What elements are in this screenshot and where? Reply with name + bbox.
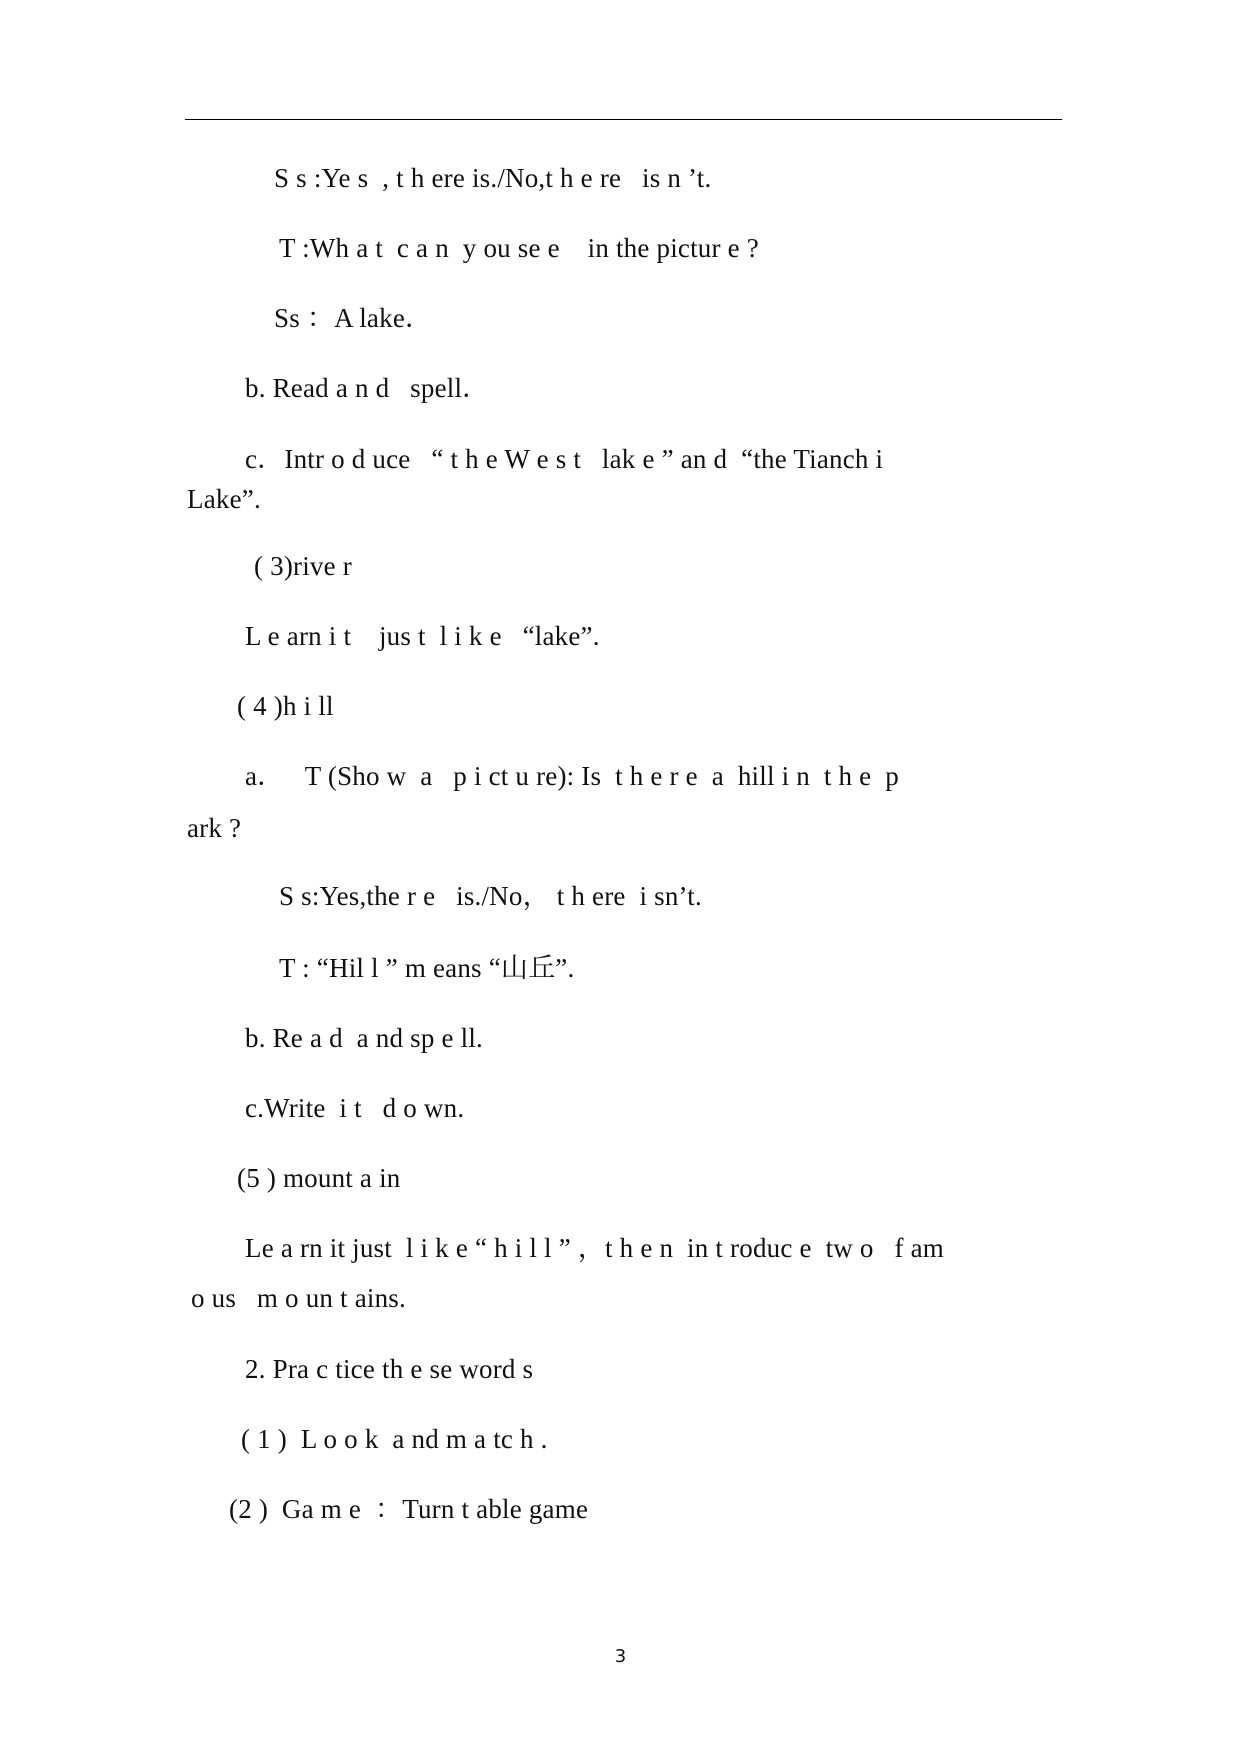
text-line-14: b. Re a d a nd sp e ll.: [245, 1023, 484, 1053]
text-line-6: Lake”.: [187, 484, 261, 514]
text-line-10: a． T (Sho w a p i ct u re): Is t h e r e a hill i n t h e p: [245, 761, 899, 791]
text-line-17: Le a rn it just l i k e “ h i l l ” ，t h e n in t roduc e tw o f am: [245, 1233, 944, 1263]
text-line-12: S s:Yes,the r e is./No， t h ere i sn’t.: [279, 881, 702, 911]
text-line-4: b. Read a n d spell．: [245, 373, 490, 403]
text-line-9: ( 4 )h i ll: [237, 691, 334, 721]
text-line-21: (2 ) Ga m e ：Turn t able game: [229, 1494, 589, 1524]
text-line-8: L e arn i t jus t l i k e “lake”.: [245, 621, 600, 651]
text-line-13: T : “Hil l ” m eans “山丘”.: [279, 953, 575, 983]
text-line-5: c．Intr o d uce “ t h e W e s t lak e ” an d “the Tianch i: [245, 444, 884, 474]
text-line-19: 2. Pra c tice th e se word s: [245, 1354, 534, 1384]
text-line-1: S s :Ye s , t h ere is./No,t h e re is n ’t.: [274, 163, 712, 193]
text-line-16: (5 ) mount a in: [237, 1163, 401, 1193]
header-rule: [185, 119, 1062, 120]
text-line-2: T :Wh a t c a n y ou se e in the pictur e ?: [279, 233, 759, 263]
text-line-20: ( 1 ) L o o k a nd m a tc h .: [241, 1424, 548, 1454]
text-line-7: ( 3)rive r: [254, 551, 352, 581]
text-line-15: c.Write i t d o wn.: [245, 1093, 465, 1123]
text-line-3: Ss ：A lake．: [274, 303, 433, 333]
text-line-18: o us m o un t ains.: [191, 1283, 406, 1313]
page-number: 3: [614, 1646, 627, 1667]
text-line-11: ark ?: [187, 813, 242, 843]
